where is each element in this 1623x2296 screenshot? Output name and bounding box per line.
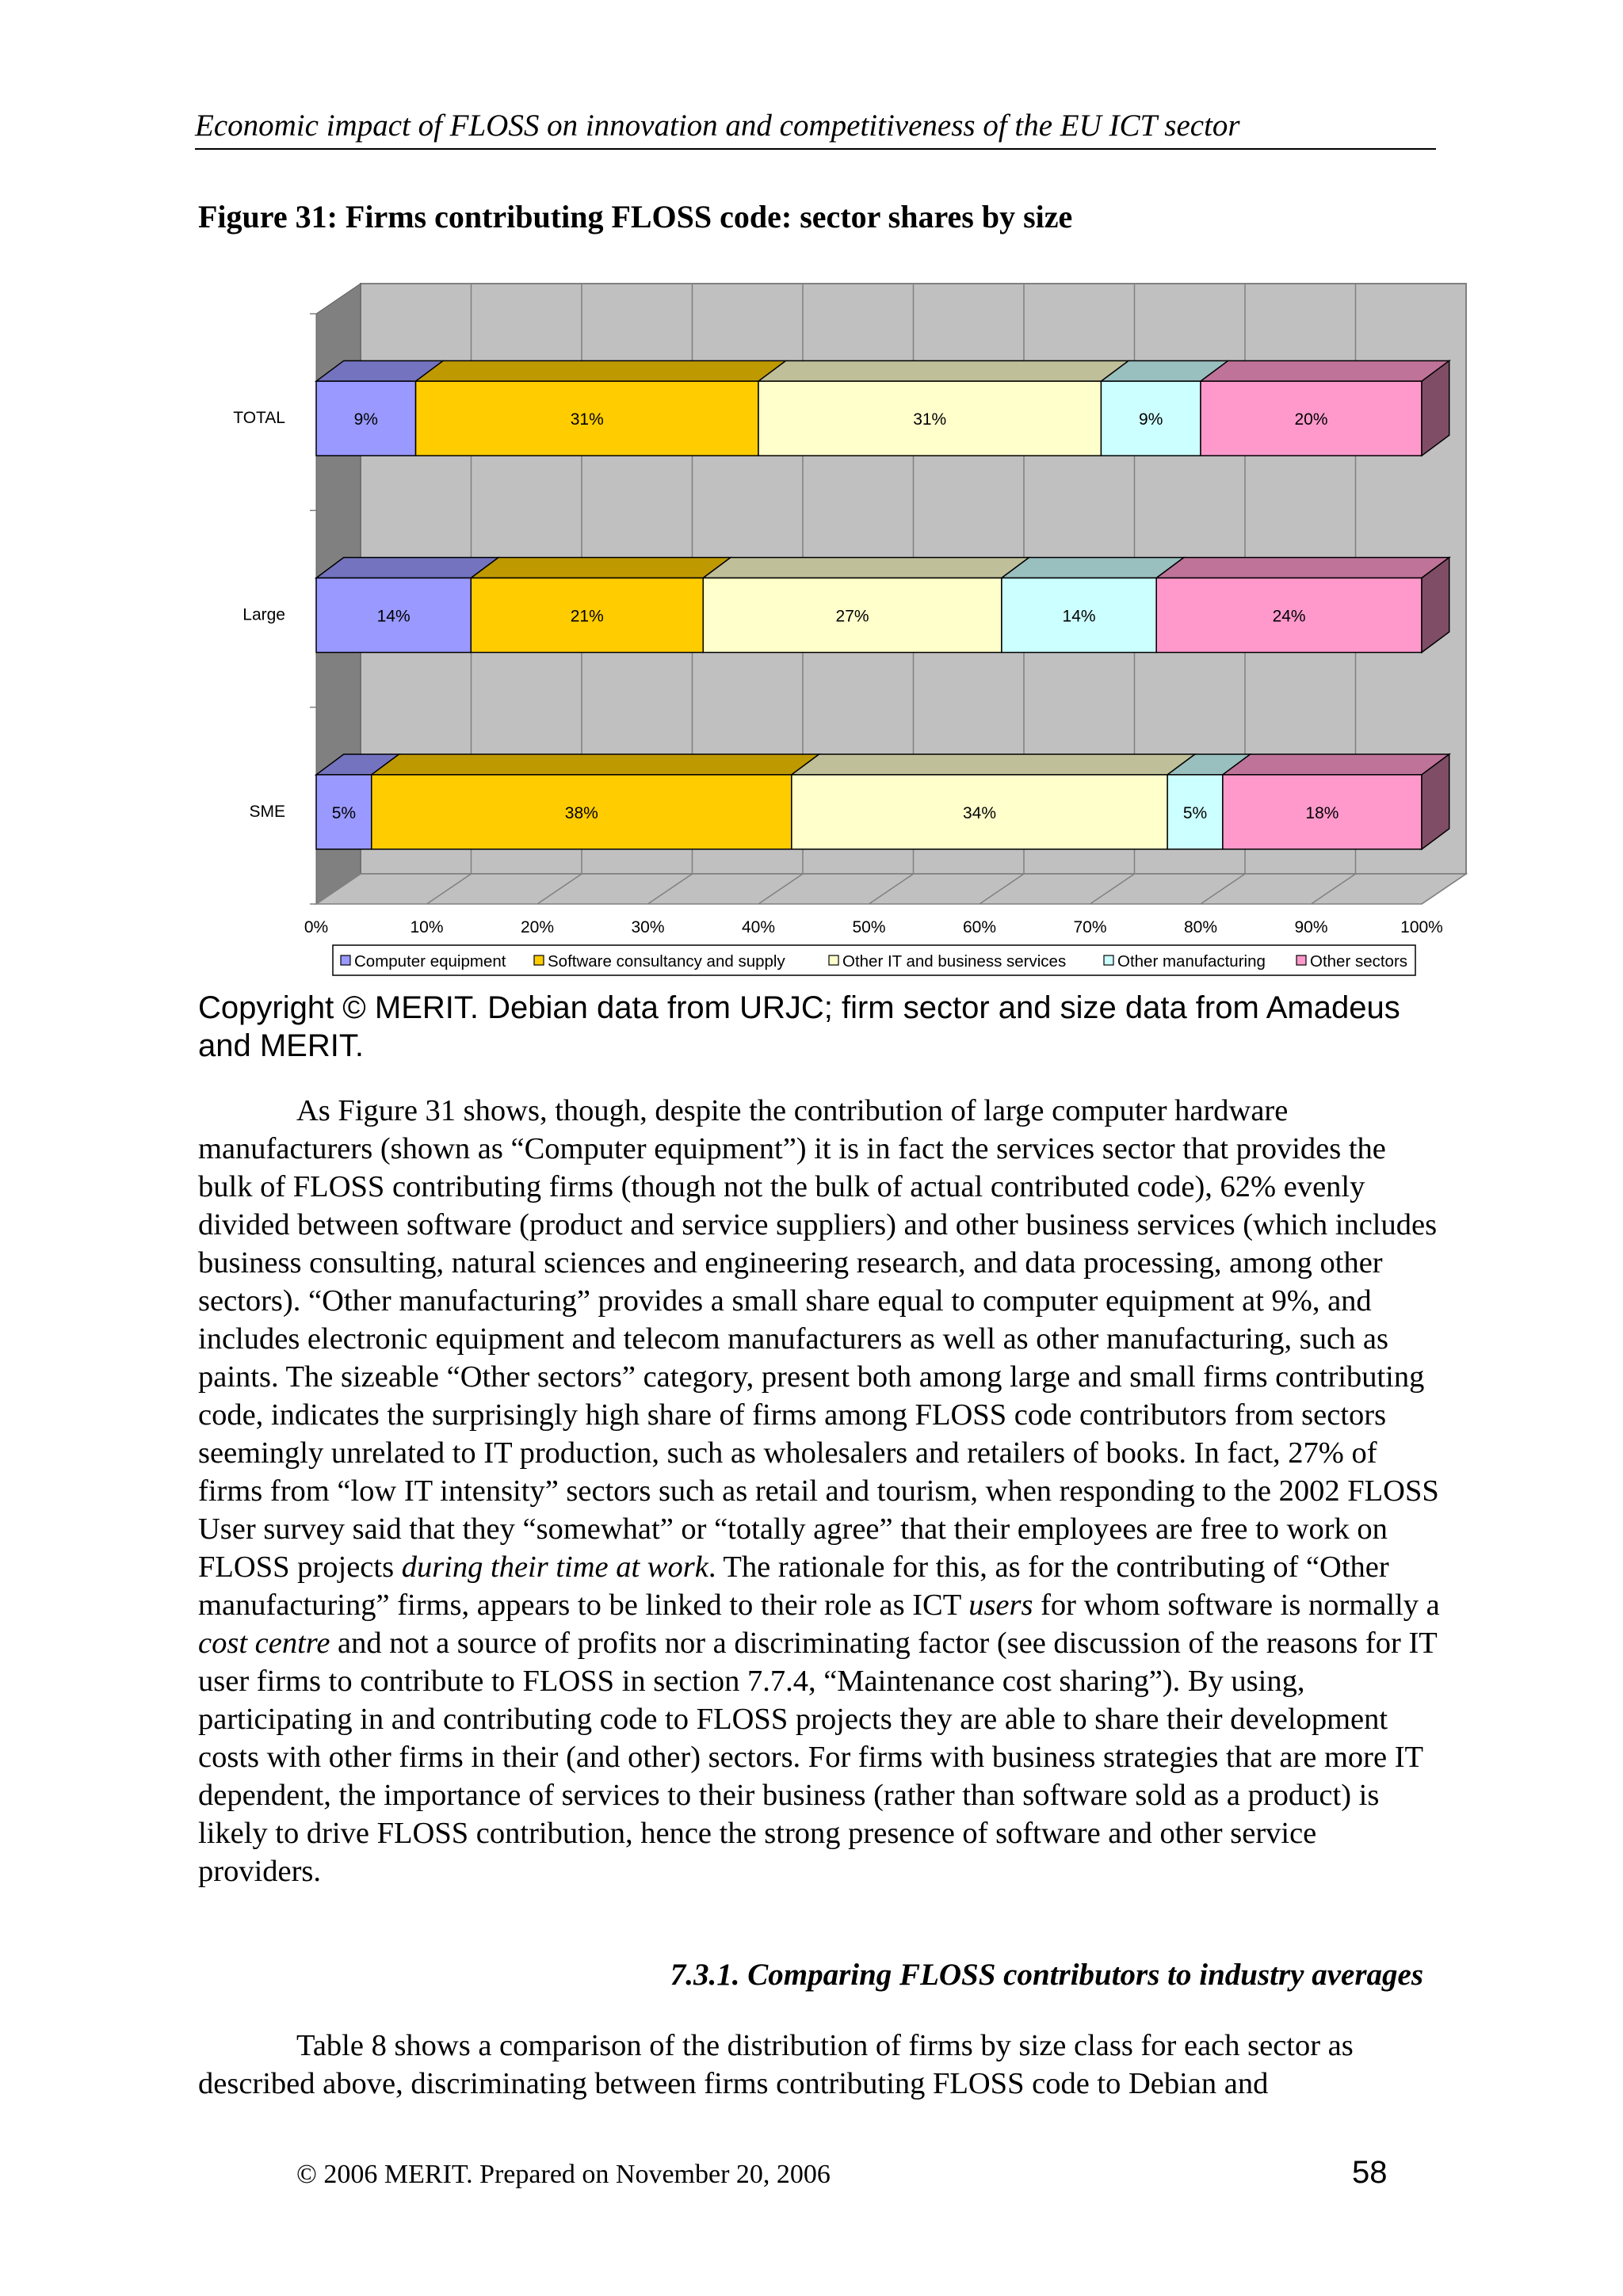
- bar-top: [471, 558, 731, 578]
- category-label: Large: [242, 605, 285, 624]
- x-tick-label: 30%: [631, 918, 665, 936]
- x-tick-label: 80%: [1183, 918, 1218, 936]
- data-label: 24%: [1272, 607, 1306, 626]
- legend-swatch: [534, 955, 544, 965]
- x-tick-label: 20%: [520, 918, 555, 936]
- data-label: 20%: [1294, 410, 1328, 429]
- paragraph-text: As Figure 31 shows, though, despite the contribution of large computer hardware manufacturers (shown as “Computer equipment”) it is in fact the services sector that provides the bulk of FLOSS contributing firms (though not the bulk of actual contributed code), 62% evenly divided between software (product and service suppliers) and other business services (which includes business consulting, natural sciences and engineering research, and data processing, among other sectors). “Other manufacturing” provides a small share equal to computer equipment at 9%, and includes electronic equipment and telecom manufacturers as well as other manufacturing, such as paints. The sizeable “Other sectors” category, present both among large and small firms contributing code, indicates the surprisingly high share of firms among FLOSS code contributors from sectors seemingly unrelated to IT production, such as wholesalers and retailers of books. In fact, 27% of firms from “low IT intensity” sectors such as retail and tourism, when responding to the 2002 FLOSS User survey said that they “somewhat” or “totally agree” that their employees are free to work on FLOSS projects: [198, 1094, 1439, 1584]
- data-label: 18%: [1305, 803, 1339, 822]
- section-heading: 7.3.1. Comparing FLOSS contributors to industry averages: [670, 1958, 1423, 1992]
- bar-top: [1156, 558, 1449, 578]
- x-tick-label: 60%: [962, 918, 997, 936]
- footer-text: © 2006 MERIT. Prepared on November 20, 2006: [296, 2160, 831, 2189]
- data-label: 9%: [353, 410, 378, 429]
- data-label: 14%: [376, 607, 411, 626]
- running-header: Economic impact of FLOSS on innovation and competitiveness of the EU ICT sector: [195, 109, 1240, 143]
- legend-swatch: [829, 955, 838, 965]
- x-tick-label: 10%: [410, 918, 444, 936]
- data-label: 5%: [1182, 803, 1208, 822]
- data-label: 5%: [331, 803, 357, 822]
- x-tick-label: 70%: [1073, 918, 1107, 936]
- bar-top: [758, 360, 1128, 381]
- legend-swatch: [341, 955, 350, 965]
- bar-top: [1201, 360, 1449, 381]
- body-text-2: [198, 2027, 1442, 2103]
- bar-top: [372, 754, 819, 775]
- bar-top: [416, 360, 786, 381]
- paragraph: Table 8 shows a comparison of the distribution of firms by size class for each sector as described above, discriminating between firms contributing FLOSS code to Debian and: [198, 2029, 1354, 2100]
- data-label: 31%: [913, 410, 947, 429]
- data-label: 38%: [564, 803, 598, 822]
- bar-top: [316, 558, 498, 578]
- page-number: 58: [1352, 2155, 1388, 2190]
- bar-top: [792, 754, 1195, 775]
- category-label: TOTAL: [233, 409, 285, 428]
- data-label: 31%: [570, 410, 604, 429]
- paragraph-text: . The rationale for this, as for the contributing of “Other manufacturing” firms, appears to be linked to their role as ICT: [198, 1550, 1389, 1622]
- legend-swatch: [1104, 955, 1113, 965]
- x-tick-label: 40%: [741, 918, 776, 936]
- emphasis-text: users: [968, 1589, 1033, 1622]
- bar-top: [703, 558, 1029, 578]
- figure-copyright: Copyright © MERIT. Debian data from URJC; firm sector and size data from Amadeus and MERIT.: [198, 990, 1400, 1063]
- legend-label: Other IT and business services: [842, 952, 1067, 971]
- figure-title: Figure 31: Firms contributing FLOSS code: sector shares by size: [198, 199, 1073, 235]
- emphasis-text: cost centre: [198, 1627, 330, 1660]
- legend-label: Computer equipment: [354, 952, 506, 971]
- chart: [0, 0, 1623, 990]
- legend-label: Software consultancy and supply: [548, 952, 785, 971]
- body-text: [198, 1092, 1442, 1890]
- category-label: SME: [249, 802, 285, 821]
- paragraph: [198, 1092, 1442, 1890]
- legend-label: Other sectors: [1310, 952, 1408, 971]
- data-label: 34%: [962, 803, 997, 822]
- data-label: 21%: [570, 607, 604, 626]
- data-label: 14%: [1062, 607, 1096, 626]
- paragraph-text: and not a source of profits nor a discriminating factor (see discussion of the reasons for IT user firms to contribute to FLOSS in section 7.7.4, “Maintenance cost sharing”). By using, participating in and contributing code to FLOSS projects they are able to share their development costs with other firms in their (and other) sectors. For firms with business strategies that are more IT dependent, the importance of services to their business (rather than software sold as a product) is likely to drive FLOSS contribution, hence the strong presence of software and other service providers.: [198, 1627, 1438, 1888]
- x-tick-label: 0%: [304, 918, 329, 936]
- legend-swatch: [1296, 955, 1306, 965]
- x-tick-label: 50%: [852, 918, 886, 936]
- emphasis-text: during their time at work: [401, 1550, 708, 1584]
- bar-top: [1223, 754, 1449, 775]
- paragraph-text: for whom software is normally a: [1033, 1589, 1440, 1622]
- x-tick-label: 90%: [1294, 918, 1328, 936]
- data-label: 27%: [835, 607, 869, 626]
- bar-top: [1002, 558, 1184, 578]
- legend-label: Other manufacturing: [1117, 952, 1266, 971]
- x-tick-label: 100%: [1400, 918, 1443, 936]
- data-label: 9%: [1139, 410, 1163, 429]
